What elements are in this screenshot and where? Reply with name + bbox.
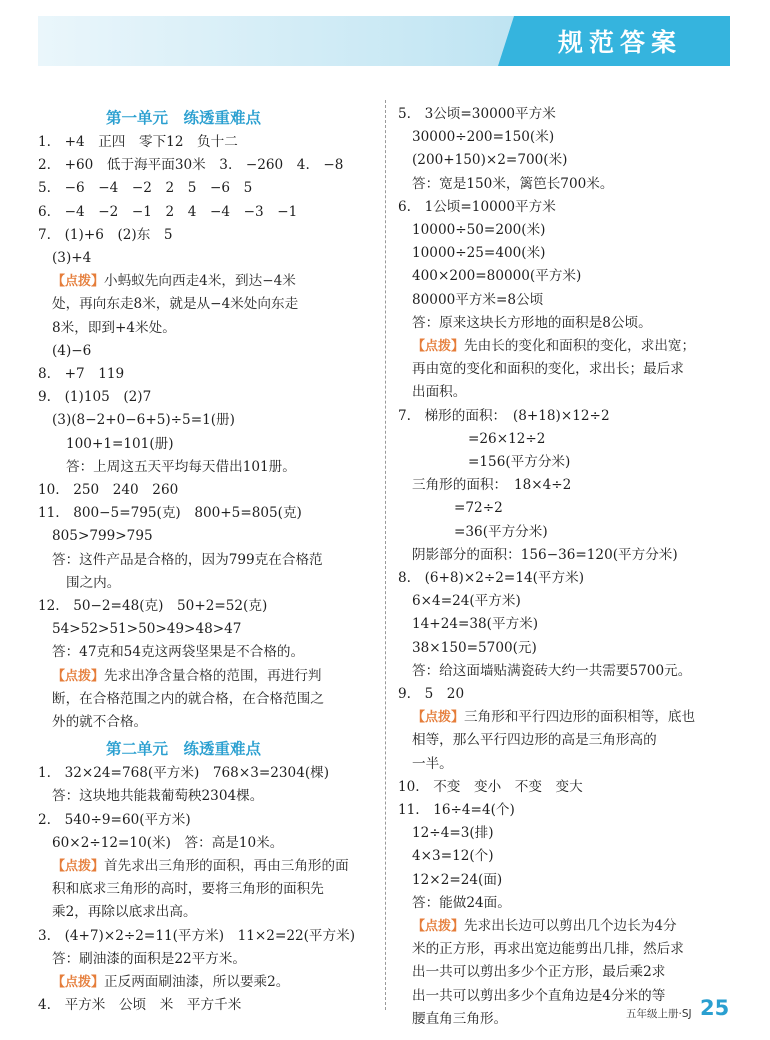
answer-line: 处，再向东走8米，就是从−4米处向东走: [52, 296, 299, 313]
answer-line: 2. 540÷9=60(平方米): [38, 811, 191, 828]
answer-line: 答：宽是150米，篱笆长700米。: [412, 175, 614, 192]
tip-line: [52, 856, 349, 877]
answer-line: 10000÷50=200(米): [412, 222, 546, 238]
section-heading: 第二单元 练透重难点: [106, 740, 262, 759]
answer-line: 9. (1)105 (2)7: [38, 389, 152, 406]
tip-label: 【点拨】: [412, 710, 465, 726]
answer-line: 断，在合格范围之内的就合格，在合格范围之: [52, 690, 324, 707]
answer-line: 答：这件产品是合格的，因为799克在合格范: [52, 551, 323, 568]
answer-line: 答：给这面墙贴满瓷砖大约一共需要5700元。: [412, 662, 692, 679]
answer-line: 围之内。: [66, 574, 121, 591]
answer-line: 腰直角三角形。: [412, 1010, 508, 1027]
tip-text: 三角形和平行四边形的面积相等，底也: [464, 709, 696, 726]
answer-line: 5. 3公顷=30000平方米: [398, 106, 556, 122]
answer-line: 阴影部分的面积：156−36=120(平方分米): [412, 546, 678, 563]
answer-line: =72÷2: [454, 500, 503, 517]
tip-text: 小蚂蚁先向西走4米，到达−4米: [104, 273, 296, 290]
answer-line: 8. (6+8)×2÷2=14(平方米): [398, 570, 585, 586]
answer-line: 10000÷25=400(米): [412, 245, 546, 262]
answer-line: 答：这块地共能栽葡萄秧2304棵。: [52, 788, 264, 805]
tip-line: [52, 972, 289, 993]
answer-line: 答：刷油漆的面积是22平方米。: [52, 950, 247, 967]
tip-label: 【点拨】: [412, 919, 465, 934]
answer-line: (3)(8−2+0−6+5)÷5=1(册): [52, 412, 235, 429]
answer-line: 8米，即到+4米处。: [52, 319, 176, 336]
answer-line: 7. (1)+6 (2)东 5: [38, 226, 173, 243]
answer-line: 出面积。: [412, 384, 467, 401]
answer-line: 再由宽的变化和面积的变化，求出长；最后求: [412, 361, 684, 378]
answer-line: 一半。: [412, 755, 453, 772]
answer-line: 6. 1公顷=10000平方米: [398, 198, 556, 215]
answer-line: 三角形的面积： 18×4÷2: [412, 477, 572, 494]
answer-line: (200+150)×2=700(米): [412, 152, 568, 169]
answer-line: 6×4=24(平方米): [412, 593, 521, 610]
tip-text: 先由长的变化和面积的变化，求出宽；: [464, 338, 696, 354]
page-number: 25: [700, 996, 730, 1020]
tip-label: 【点拨】: [52, 859, 105, 874]
answer-line: 相等，那么平行四边形的高是三角形高的: [412, 732, 657, 749]
answer-line: 答：47克和54克这两袋坚果是不合格的。: [52, 644, 305, 661]
answer-line: 12. 50−2=48(克) 50+2=52(克): [38, 598, 268, 614]
column-divider: [385, 100, 386, 1010]
tip-label: 【点拨】: [52, 274, 105, 290]
answer-line: 米的正方形，再求出宽边能剪出几排，然后求: [412, 941, 684, 958]
answer-line: 10. 不变 变小 不变 变大: [398, 778, 583, 795]
answer-line: 12÷4=3(排): [412, 825, 494, 842]
answer-line: (3)+4: [52, 250, 92, 266]
answer-line: 60×2÷12=10(米) 答：高是10米。: [52, 834, 284, 851]
answer-line: 4. 平方米 公顷 米 平方千米: [38, 997, 242, 1014]
answer-line: 2. +60 低于海平面30米 3. −260 4. −8: [38, 157, 344, 174]
answer-line: 答：能做24面。: [412, 894, 511, 911]
answer-line: (4)−6: [52, 342, 92, 359]
answer-line: 1. 32×24=768(平方米) 768×3=2304(棵): [38, 765, 330, 782]
answer-line: =156(平方分米): [468, 454, 571, 470]
answer-line: 30000÷200=150(米): [412, 129, 555, 146]
answer-line: 100+1=101(册): [66, 435, 174, 452]
tip-text: 先求出长边可以剪出几个边长为4分: [464, 918, 677, 934]
answer-line: 外的就不合格。: [52, 714, 148, 730]
answer-line: 答：原来这块长方形地的面积是8公顷。: [412, 314, 652, 331]
answer-line: 14+24=38(平方米): [412, 616, 539, 633]
answer-line: 8. +7 119: [38, 366, 125, 382]
answer-line: 出一共可以剪出多少个直角边是4分米的等: [412, 987, 666, 1004]
tip-text: 正反两面刷油漆，所以要乘2。: [104, 974, 290, 990]
tip-label: 【点拨】: [52, 975, 105, 990]
tip-label: 【点拨】: [52, 668, 105, 684]
answer-line: 805>799>795: [52, 528, 153, 545]
answer-line: =26×12÷2: [468, 430, 546, 447]
answer-line: 1. +4 正四 零下12 负十二: [38, 134, 238, 150]
tip-label: 【点拨】: [412, 339, 465, 354]
answer-line: =36(平方分米): [454, 523, 548, 540]
answer-line: 11. 16÷4=4(个): [398, 802, 515, 818]
answer-line: 6. −4 −2 −1 2 4 −4 −3 −1: [38, 203, 298, 220]
tip-line: [412, 916, 677, 937]
tip-text: 先求出净含量合格的范围，再进行判: [104, 667, 322, 684]
tip-text: 首先求出三角形的面积，再由三角形的面: [104, 858, 349, 874]
answer-line: 3. (4+7)×2÷2=11(平方米) 11×2=22(平方米): [38, 927, 356, 944]
tip-line: [412, 336, 695, 357]
answer-line: 5. −6 −4 −2 2 5 −6 5: [38, 180, 253, 197]
answer-line: 答：上周这五天平均每天借出101册。: [66, 458, 296, 475]
answer-line: 10. 250 240 260: [38, 482, 179, 498]
answer-line: 54>52>51>50>49>48>47: [52, 621, 242, 638]
answer-line: 9. 5 20: [398, 686, 465, 702]
tip-line: [52, 666, 322, 687]
footer-grade-label: 五年级上册·SJ: [626, 1008, 692, 1020]
answer-line: 11. 800−5=795(克) 800+5=805(克): [38, 505, 302, 522]
answer-line: 12×2=24(面): [412, 871, 503, 888]
answer-line: 7. 梯形的面积： (8+18)×12÷2: [398, 407, 610, 424]
answer-line: 400×200=80000(平方米): [412, 268, 582, 285]
answer-line: 38×150=5700(元): [412, 639, 537, 656]
answer-line: 乘2，再除以底求出高。: [52, 904, 197, 921]
answer-line: 80000平方米=8公顷: [412, 291, 544, 308]
answer-line: 出一共可以剪出多少个正方形，最后乘2求: [412, 964, 666, 981]
tip-line: [52, 271, 296, 292]
tip-line: [412, 707, 695, 728]
answer-line: 4×3=12(个): [412, 848, 494, 865]
section-heading: 第一单元 练透重难点: [106, 109, 262, 127]
page-title: 规范答案: [557, 28, 682, 57]
answer-line: 积和底求三角形的高时，要将三角形的面积先: [52, 881, 324, 898]
